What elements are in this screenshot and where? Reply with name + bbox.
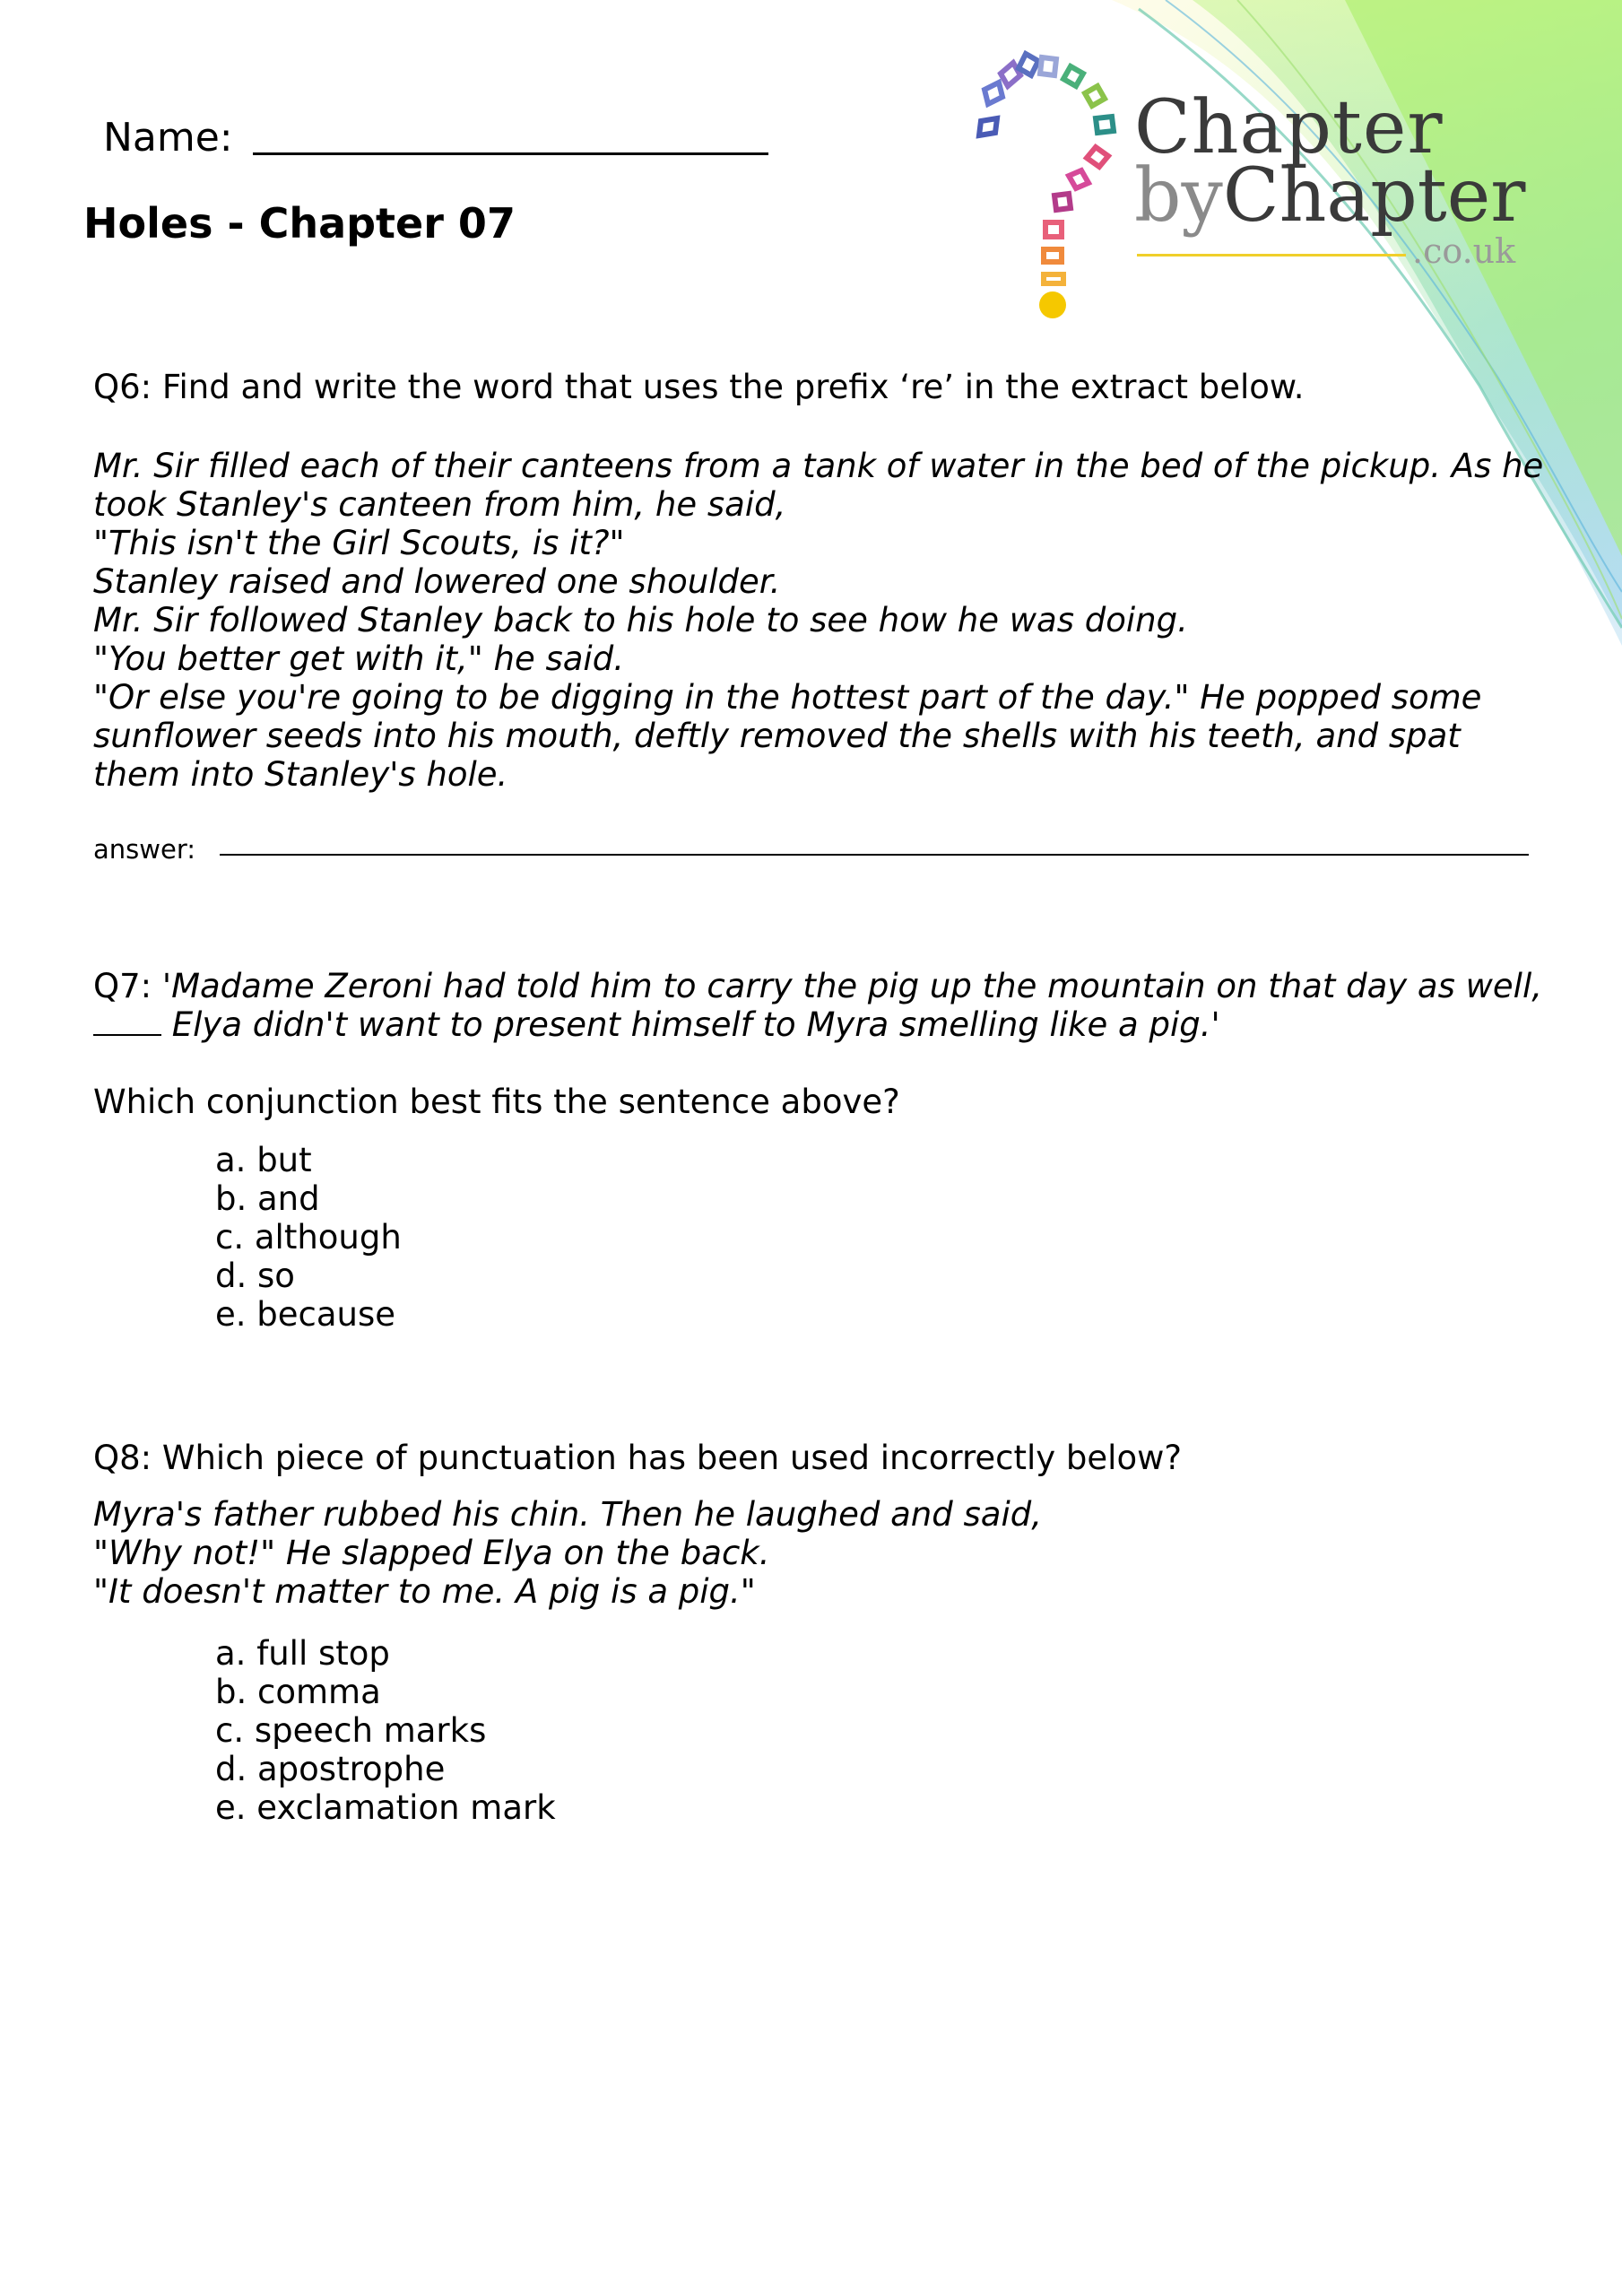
q6-extract-line: them into Stanley's hole. xyxy=(93,755,508,794)
q6-answer-line[interactable] xyxy=(220,854,1529,856)
q6-answer-label: answer: xyxy=(93,834,196,865)
logo-chapter: Chapter xyxy=(1222,153,1526,239)
q7-option[interactable]: a. but xyxy=(215,1141,312,1179)
question-mark-books-logo-icon xyxy=(961,50,1132,319)
q8-options-list xyxy=(215,1634,556,1827)
name-input-line[interactable] xyxy=(253,152,768,155)
q7-quote-line2: Elya didn't want to present himself to Myra smelling like a pig.' xyxy=(161,1005,1220,1044)
q7-quote-line1: 'Madame Zeroni had told him to carry the pig up the mountain on that day as well, xyxy=(161,967,1542,1005)
q8-extract xyxy=(93,1495,1042,1611)
q6-extract xyxy=(93,447,1543,794)
logo-line-chapter: Chapter xyxy=(1134,85,1444,170)
q8-option[interactable]: c. speech marks xyxy=(215,1711,487,1750)
q8-option[interactable]: b. comma xyxy=(215,1673,381,1711)
q7-label: Q7: xyxy=(93,967,152,1005)
q6-extract-line: took Stanley's canteen from him, he said, xyxy=(93,485,786,524)
name-field-row xyxy=(103,115,768,161)
q8-option[interactable]: d. apostrophe xyxy=(215,1750,446,1788)
q7-prompt xyxy=(93,967,1542,1044)
q6-extract-line: "Or else you're going to be digging in the hottest part of the day." He popped some xyxy=(93,678,1482,717)
logo-line-by-chapter xyxy=(1134,153,1526,239)
q7-options-list xyxy=(215,1141,402,1334)
logo-underline xyxy=(1137,254,1406,257)
q6-extract-line: "This isn't the Girl Scouts, is it?" xyxy=(93,524,625,562)
q6-extract-line: sunflower seeds into his mouth, deftly removed the shells with his teeth, and spat xyxy=(93,717,1461,755)
q8-prompt: Q8: Which piece of punctuation has been used incorrectly below? xyxy=(93,1439,1182,1477)
q8-option[interactable]: a. full stop xyxy=(215,1634,390,1673)
q6-extract-line: Stanley raised and lowered one shoulder. xyxy=(93,562,781,601)
q6-prompt: Q6: Find and write the word that uses the prefix ‘re’ in the extract below. xyxy=(93,368,1305,406)
q8-extract-line: "It doesn't matter to me. A pig is a pig." xyxy=(93,1572,756,1611)
q8-extract-line: "Why not!" He slapped Elya on the back. xyxy=(93,1534,770,1572)
q7-option[interactable]: b. and xyxy=(215,1179,320,1218)
page-title: Holes - Chapter 07 xyxy=(83,199,516,248)
logo-by: by xyxy=(1134,153,1223,239)
q6-extract-line: "You better get with it," he said. xyxy=(93,639,624,678)
logo-wordmark xyxy=(1134,85,1526,239)
q6-extract-line: Mr. Sir filled each of their canteens from a tank of water in the bed of the pickup. As he xyxy=(93,447,1544,485)
q7-option[interactable]: e. because xyxy=(215,1295,396,1334)
q7-blank[interactable] xyxy=(93,1007,161,1036)
name-label: Name: xyxy=(103,115,233,161)
logo-domain: .co.uk xyxy=(1412,231,1516,271)
q6-extract-line: Mr. Sir followed Stanley back to his hole to see how he was doing. xyxy=(93,601,1188,639)
q7-option[interactable]: c. although xyxy=(215,1218,402,1257)
q7-question: Which conjunction best fits the sentence above? xyxy=(93,1083,900,1121)
q8-extract-line: Myra's father rubbed his chin. Then he laughed and said, xyxy=(93,1495,1042,1534)
q7-option[interactable]: d. so xyxy=(215,1257,295,1295)
q8-option[interactable]: e. exclamation mark xyxy=(215,1788,556,1827)
